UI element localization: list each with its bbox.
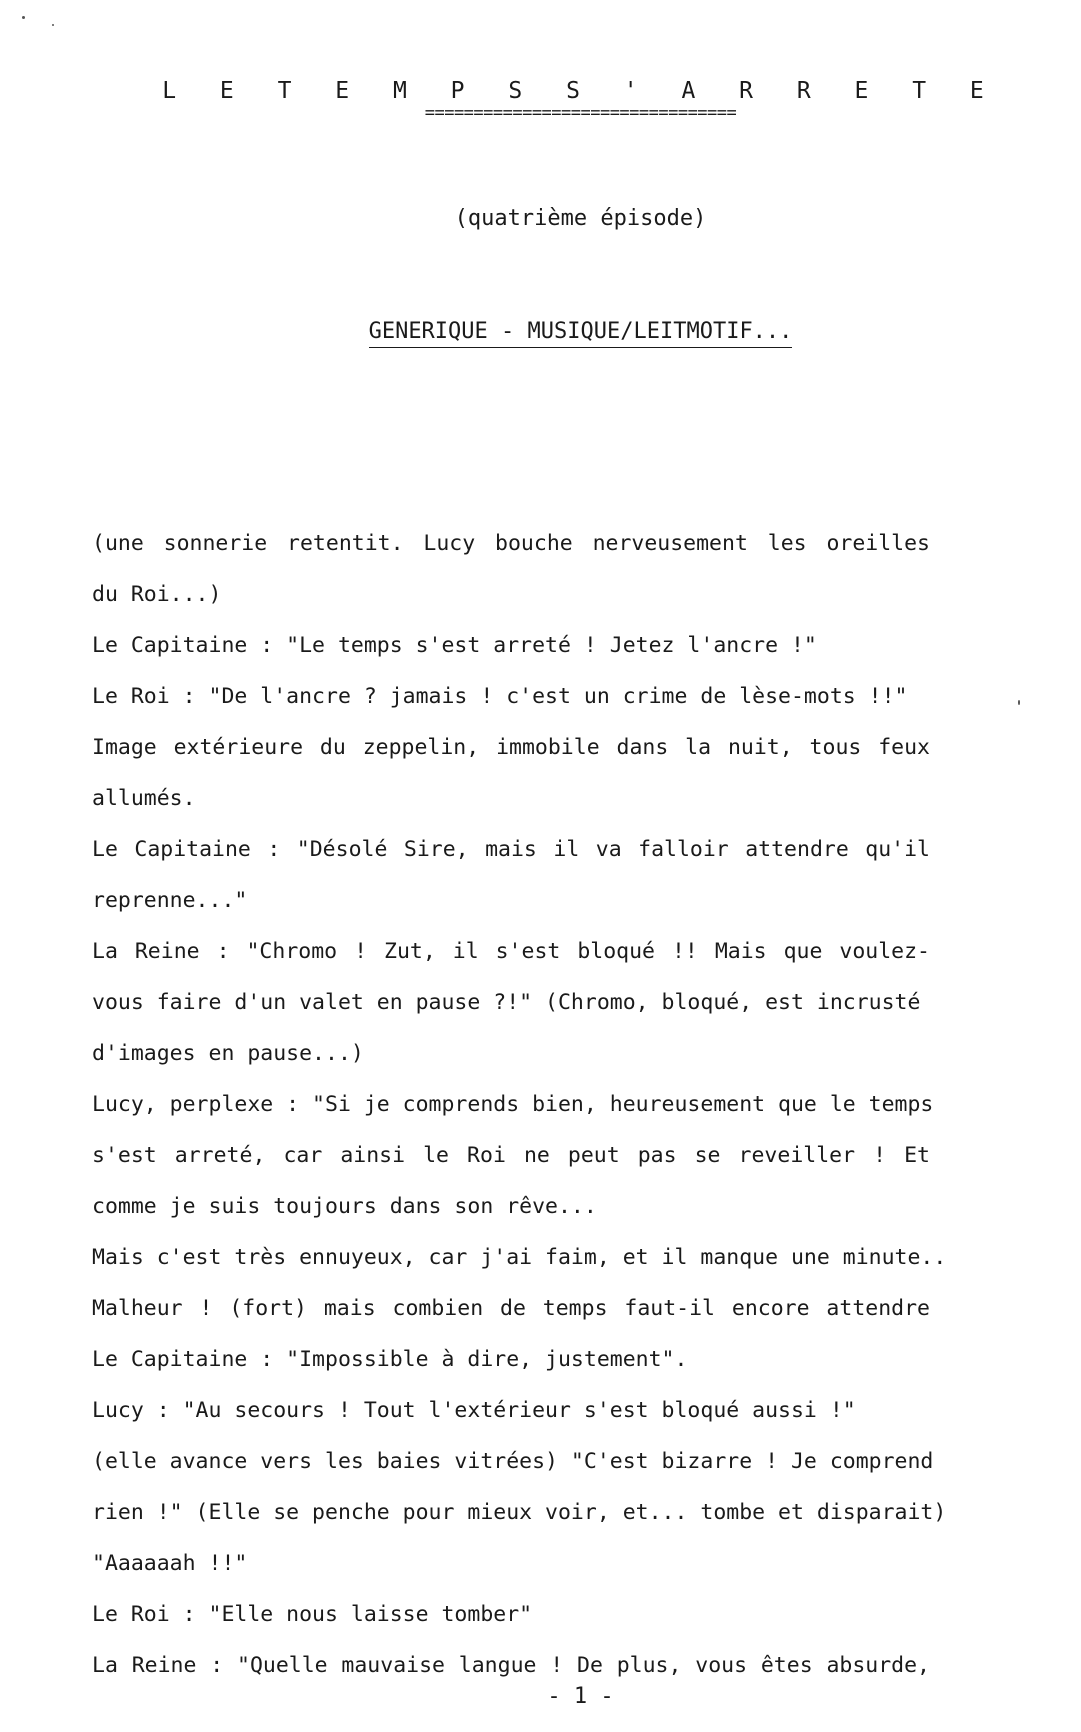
script-line: rien !" (Elle se penche pour mieux voir, et... tombe et disparait)	[92, 1500, 947, 1525]
script-line: Le Roi : "Elle nous laisse tomber"	[92, 1602, 533, 1627]
script-body	[92, 518, 947, 1691]
script-line: (une sonnerie retentit. Lucy bouche nerveusement les oreilles	[92, 531, 930, 556]
script-line: La Reine : "Quelle mauvaise langue ! De plus, vous êtes absurde,	[92, 1653, 930, 1678]
script-line: Le Capitaine : "Le temps s'est arreté ! Jetez l'ancre !"	[92, 633, 817, 658]
script-line: d'images en pause...)	[92, 1041, 364, 1066]
script-line: allumés.	[92, 786, 196, 811]
script-line: du Roi...)	[92, 582, 222, 607]
script-line: vous faire d'un valet en pause ?!" (Chromo, bloqué, est incrusté	[92, 990, 921, 1015]
script-line: Lucy : "Au secours ! Tout l'extérieur s'est bloqué aussi !"	[92, 1398, 856, 1423]
page-number: - 1 -	[547, 1684, 614, 1709]
script-line: Le Roi : "De l'ancre ? jamais ! c'est un crime de lèse-mots !!"	[92, 684, 908, 709]
script-line: La Reine : "Chromo ! Zut, il s'est bloqué !! Mais que voulez-	[92, 939, 930, 964]
script-line: reprenne..."	[92, 888, 248, 913]
script-line: Mais c'est très ennuyeux, car j'ai faim, et il manque une minute..	[92, 1245, 947, 1270]
script-line: "Aaaaaah !!"	[92, 1551, 248, 1576]
document-title: L E T E M P S S ' A R R E T E	[162, 78, 999, 104]
scan-speck	[22, 16, 25, 19]
script-line: Image extérieure du zeppelin, immobile dans la nuit, tous feux	[92, 735, 930, 760]
generique-heading-wrap	[0, 319, 1081, 344]
script-line: s'est arreté, car ainsi le Roi ne peut pas se reveiller ! Et	[92, 1143, 930, 1168]
script-line: Le Capitaine : "Désolé Sire, mais il va falloir attendre qu'il	[92, 837, 930, 862]
script-line: (elle avance vers les baies vitrées) "C'est bizarre ! Je comprend	[92, 1449, 934, 1474]
generique-heading: GENERIQUE - MUSIQUE/LEITMOTIF...	[369, 319, 793, 348]
script-line: comme je suis toujours dans son rêve...	[92, 1194, 597, 1219]
scan-speck	[52, 24, 54, 26]
script-line: Le Capitaine : "Impossible à dire, justement".	[92, 1347, 688, 1372]
script-line: Malheur ! (fort) mais combien de temps faut-il encore attendre	[92, 1296, 930, 1321]
scan-speck	[1018, 700, 1020, 705]
title-double-underline: ================================	[424, 104, 737, 122]
script-line: Lucy, perplexe : "Si je comprends bien, heureusement que le temps	[92, 1092, 934, 1117]
episode-subtitle: (quatrième épisode)	[454, 206, 707, 231]
